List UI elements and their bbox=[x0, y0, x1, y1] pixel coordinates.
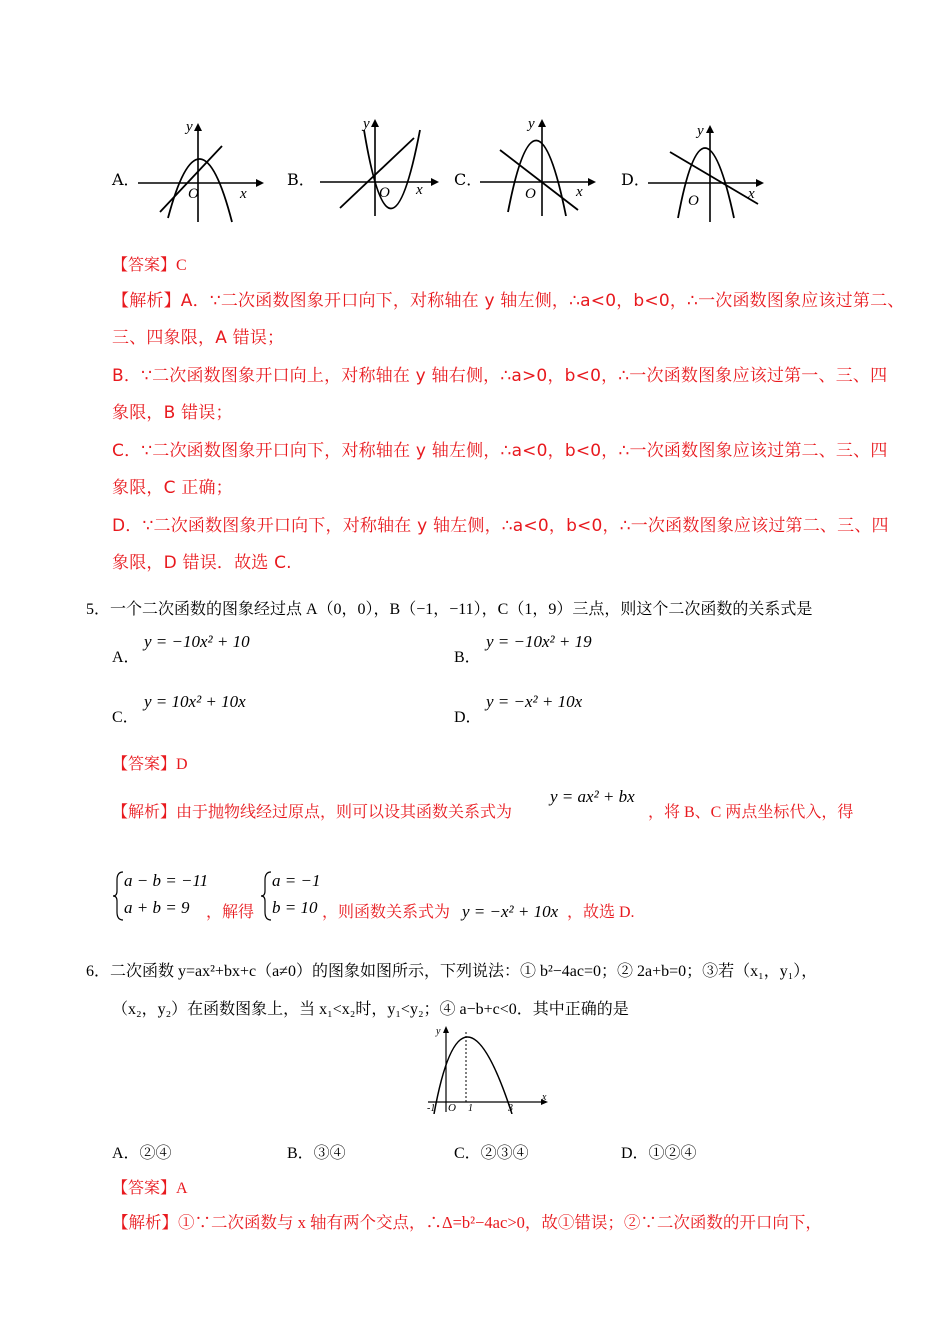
q5-option-a-label: A． bbox=[112, 649, 140, 666]
q5-end-text: ，故选 D. bbox=[567, 904, 635, 921]
svg-text:x: x bbox=[416, 182, 423, 198]
svg-text:x: x bbox=[542, 1092, 547, 1103]
q5-option-d-label: D． bbox=[454, 709, 482, 726]
svg-text:y: y bbox=[363, 116, 370, 132]
q4-analysis-line-7: D．∵二次函数图象开口向下，对称轴在 y 轴左侧，∴a<0，b<0，∴一次函数图象应该过第二、三、四 bbox=[112, 516, 889, 536]
q4-analysis-line-2: 三、四象限，A 错误； bbox=[112, 328, 285, 348]
svg-text:O: O bbox=[525, 186, 536, 202]
q5-analysis-intro: 【解析】由于抛物线经过原点，则可以设其函数关系式为 bbox=[112, 804, 513, 821]
q5-option-d-formula: y = −x² + 10x bbox=[486, 692, 583, 711]
q5-system-2-line-2: b = 10 bbox=[272, 898, 318, 917]
svg-text:O: O bbox=[379, 185, 390, 201]
q4-analysis-line-8: 象限，D 错误．故选 C. bbox=[112, 553, 292, 573]
q5-system-1-line-2: a + b = 9 bbox=[124, 898, 190, 917]
q5-option-c-label: C． bbox=[112, 709, 139, 726]
q4-option-d-label: D． bbox=[621, 170, 650, 189]
q5-solve-text: ，解得 bbox=[206, 904, 255, 921]
svg-text:-1: -1 bbox=[427, 1103, 436, 1114]
svg-text:x: x bbox=[748, 186, 755, 202]
q6-analysis-line-1: 【解析】①∵二次函数与 x 轴有两个交点，∴Δ=b²−4ac>0，故①错误；②∵二次函数的开口向下， bbox=[112, 1213, 822, 1232]
q4-graph-d bbox=[648, 118, 773, 224]
q5-option-b-label: B． bbox=[454, 649, 481, 666]
q5-option-a-formula: y = −10x² + 10 bbox=[144, 632, 250, 651]
q5-answer: 【答案】D bbox=[112, 756, 188, 773]
q5-analysis-formula: y = ax² + bx bbox=[550, 787, 635, 806]
q4-graph-b bbox=[320, 112, 445, 218]
svg-text:y: y bbox=[436, 1026, 441, 1037]
q4-analysis-line-4: 象限，B 错误； bbox=[112, 403, 233, 423]
q6-answer: 【答案】A bbox=[112, 1180, 188, 1197]
q5-then-text: ，则函数关系式为 bbox=[322, 904, 451, 921]
q4-option-b-label: B． bbox=[287, 170, 315, 189]
q6-option-a: A．②④ bbox=[112, 1145, 172, 1162]
q6-stem-line-2: （x₂，y₂）在函数图象上，当 x₁<x₂时，y₁<y₂；④ a−b+c<0．其中正确的是 bbox=[112, 1001, 629, 1018]
svg-text:x: x bbox=[576, 184, 583, 200]
q5-stem: 5．一个二次函数的图象经过点 A（0，0），B（−1，−11），C（1，9）三点，则这个二次函数的关系式是 bbox=[86, 601, 813, 618]
q4-graph-a bbox=[138, 118, 268, 224]
q4-option-c-label: C． bbox=[454, 170, 483, 189]
q6-option-b: B．③④ bbox=[287, 1145, 346, 1162]
svg-text:3: 3 bbox=[508, 1103, 513, 1114]
q4-option-a-label: A． bbox=[112, 170, 140, 189]
q4-answer: 【答案】C bbox=[112, 257, 187, 274]
q6-option-d: D．①②④ bbox=[621, 1145, 697, 1162]
q5-result-formula: y = −x² + 10x bbox=[462, 902, 559, 921]
q6-stem-line-1: 6．二次函数 y=ax²+bx+c（a≠0）的图象如图所示，下列说法：① b²−4ac=0；② 2a+b=0；③若（x₁，y₁）， bbox=[86, 963, 818, 980]
q4-analysis-line-6: 象限，C 正确； bbox=[112, 478, 233, 498]
svg-text:x: x bbox=[240, 186, 247, 202]
svg-text:O: O bbox=[448, 1102, 456, 1114]
q5-analysis-substitute: ，将 B、C 两点坐标代入，得 bbox=[648, 804, 854, 821]
svg-text:y: y bbox=[697, 123, 704, 139]
q4-analysis-line-5: C．∵二次函数图象开口向下，对称轴在 y 轴左侧，∴a<0，b<0，∴一次函数图象应该过第二、三、四 bbox=[112, 441, 888, 461]
svg-text:1: 1 bbox=[468, 1103, 473, 1114]
svg-text:y: y bbox=[528, 116, 535, 132]
q5-system-2-line-1: a = −1 bbox=[272, 871, 321, 890]
q4-analysis-line-1: 【解析】A．∵二次函数图象开口向下，对称轴在 y 轴左侧，∴a<0，b<0，∴一次函数图象应该过第二、 bbox=[112, 291, 905, 311]
q6-graph bbox=[424, 1022, 554, 1114]
q4-analysis-line-3: B．∵二次函数图象开口向上，对称轴在 y 轴右侧，∴a>0，b<0，∴一次函数图象应该过第一、三、四 bbox=[112, 366, 888, 386]
q5-system-1-line-1: a − b = −11 bbox=[124, 871, 209, 890]
svg-text:O: O bbox=[688, 193, 699, 209]
q4-graph-c bbox=[480, 112, 605, 218]
q6-option-c: C．②③④ bbox=[454, 1145, 529, 1162]
q5-option-b-formula: y = −10x² + 19 bbox=[486, 632, 592, 651]
svg-text:y: y bbox=[186, 119, 193, 135]
q5-option-c-formula: y = 10x² + 10x bbox=[144, 692, 246, 711]
svg-text:O: O bbox=[188, 186, 199, 202]
